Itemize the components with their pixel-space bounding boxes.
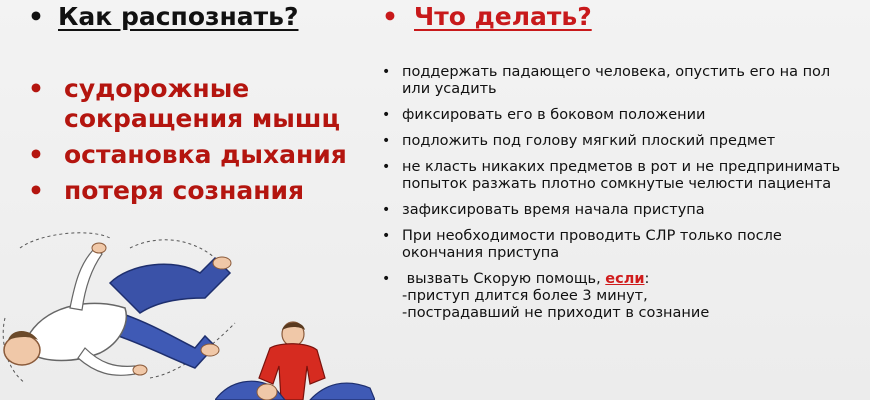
action-item — [382, 64, 852, 98]
person-assisting-patient-illustration — [215, 318, 375, 400]
symptom-item — [28, 74, 364, 134]
bullet-icon: • — [382, 202, 391, 218]
condition-line-2: -пострадавший не приходит в сознание — [402, 305, 710, 321]
torso — [30, 303, 126, 360]
recognition-heading — [28, 2, 298, 31]
action-item — [382, 107, 852, 124]
condition-line-1: -приступ длится более 3 минут, — [402, 288, 648, 304]
action-item — [382, 159, 852, 193]
bullet-icon: • — [28, 2, 44, 31]
bullet-icon: • — [382, 64, 391, 80]
bullet-icon: • — [382, 107, 391, 123]
bullet-icon: • — [382, 228, 391, 244]
arm-lower — [78, 348, 135, 375]
bullet-icon: • — [382, 159, 391, 175]
bullet-icon: • — [28, 74, 44, 103]
action-text — [402, 271, 852, 322]
actions-heading-text: Что делать? — [414, 2, 592, 31]
symptoms-list — [28, 74, 364, 212]
action-item-call-ambulance — [382, 271, 852, 322]
bullet-icon: • — [382, 2, 398, 31]
action-text: не класть никаких предметов в рот и не предпринимать попыток разжать плотно сомкнутые челюсти пациента — [402, 159, 841, 192]
call-ambulance-text: вызвать Скорую помощь, — [406, 271, 601, 287]
action-item — [382, 133, 852, 150]
hand — [133, 365, 147, 375]
patient-legs — [310, 383, 375, 400]
action-text: подложить под голову мягкий плоский предмет — [402, 133, 776, 149]
bullet-icon: • — [28, 176, 44, 205]
bullet-icon: • — [28, 140, 44, 169]
action-item — [382, 202, 852, 219]
patient-head — [257, 384, 277, 400]
action-text: зафиксировать время начала приступа — [402, 202, 705, 218]
if-highlight: если — [605, 271, 645, 287]
action-text: При необходимости проводить СЛР только после окончания приступа — [402, 228, 782, 261]
actions-heading — [382, 2, 592, 31]
bullet-icon: • — [382, 271, 391, 287]
colon: : — [644, 271, 650, 287]
symptom-item — [28, 140, 364, 170]
hand — [92, 243, 106, 253]
symptom-item — [28, 176, 364, 206]
arm-raised — [70, 248, 102, 310]
symptom-text: остановка дыхания — [64, 140, 347, 169]
recognition-heading-text: Как распознать? — [58, 2, 299, 31]
head — [4, 335, 40, 365]
action-text: фиксировать его в боковом положении — [402, 107, 706, 123]
actions-list — [382, 64, 852, 331]
action-text: поддержать падающего человека, опустить его на пол или усадить — [402, 64, 831, 97]
legs — [110, 258, 230, 313]
action-item — [382, 228, 852, 262]
person-lying-seizure-illustration — [0, 228, 240, 388]
symptom-text: судорожные сокращения мышц — [64, 74, 340, 133]
bullet-icon: • — [382, 133, 391, 149]
symptom-text: потеря сознания — [64, 176, 305, 205]
foot — [213, 257, 231, 269]
